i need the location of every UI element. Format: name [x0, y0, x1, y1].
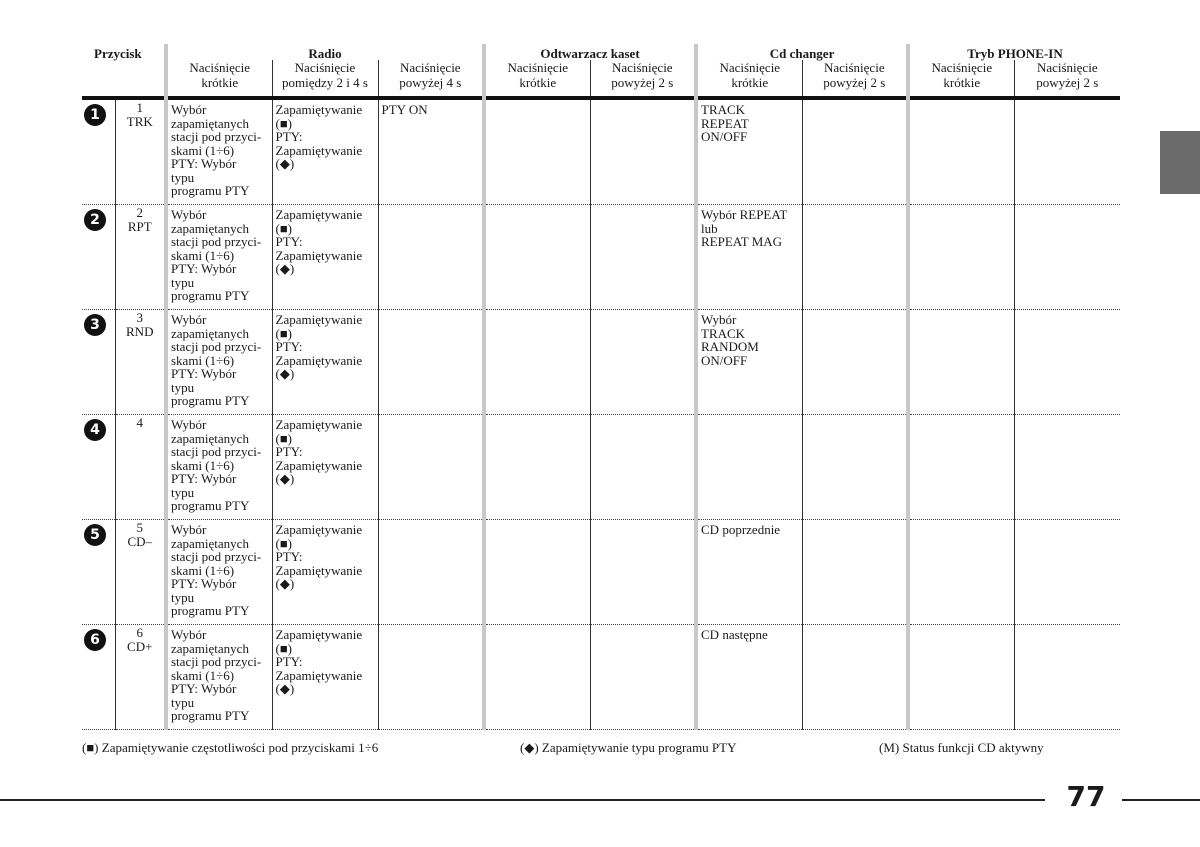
tape-short-cell	[484, 520, 590, 625]
tape-long-cell	[590, 415, 696, 520]
radio-short-cell: Wybór zapamiętanych stacji pod przyci- skami (1÷6) PTY: Wybór typu programu PTY	[166, 205, 272, 310]
section-tab-marker	[1160, 131, 1200, 194]
cd-short-cell: Wybór TRACK RANDOM ON/OFF	[696, 310, 802, 415]
phone-short-cell	[908, 98, 1014, 205]
radio-mid-cell: Zapamiętywanie (■) PTY: Zapamiętywanie (◆)	[272, 98, 378, 205]
number-badge-icon: 1	[84, 104, 106, 126]
table-row	[82, 310, 1120, 415]
badge-cell	[82, 98, 115, 205]
sub-header: Naciśnięcie krótkie	[484, 60, 590, 98]
radio-mid-cell: Zapamiętywanie (■) PTY: Zapamiętywanie (◆)	[272, 625, 378, 730]
phone-in-header: Tryb PHONE-IN	[908, 44, 1120, 60]
button-number: 6 CD+	[115, 625, 166, 730]
cd-long-cell	[802, 310, 908, 415]
tape-short-cell	[484, 310, 590, 415]
cd-long-cell	[802, 98, 908, 205]
tape-long-cell	[590, 625, 696, 730]
footnote-cd-status: (M) Status funkcji CD aktywny	[879, 740, 1044, 755]
phone-short-cell	[908, 205, 1014, 310]
number-badge-icon: 6	[84, 629, 106, 651]
button-number: 4	[115, 415, 166, 520]
button-number: 5 CD–	[115, 520, 166, 625]
table-row	[82, 520, 1120, 625]
radio-mid-cell: Zapamiętywanie (■) PTY: Zapamiętywanie (◆)	[272, 205, 378, 310]
bottom-rule-right	[1122, 799, 1200, 801]
number-badge-icon: 4	[84, 419, 106, 441]
page-number: 77	[1066, 780, 1106, 813]
phone-long-cell	[1014, 625, 1120, 730]
phone-long-cell	[1014, 520, 1120, 625]
phone-short-cell	[908, 415, 1014, 520]
phone-long-cell	[1014, 310, 1120, 415]
tape-long-cell	[590, 520, 696, 625]
badge-cell	[82, 625, 115, 730]
cd-long-cell	[802, 205, 908, 310]
sub-header-row	[82, 60, 1120, 98]
phone-short-cell	[908, 310, 1014, 415]
badge-cell	[82, 310, 115, 415]
sub-header: Naciśnięcie powyżej 2 s	[590, 60, 696, 98]
table-row	[82, 625, 1120, 730]
button-number: 2 RPT	[115, 205, 166, 310]
sub-header: Naciśnięcie pomiędzy 2 i 4 s	[272, 60, 378, 98]
tape-short-cell	[484, 205, 590, 310]
cd-short-cell: TRACK REPEAT ON/OFF	[696, 98, 802, 205]
radio-short-cell: Wybór zapamiętanych stacji pod przyci- skami (1÷6) PTY: Wybór typu programu PTY	[166, 625, 272, 730]
number-badge-icon: 2	[84, 209, 106, 231]
przycisk-header: Przycisk	[94, 45, 142, 61]
cd-long-cell	[802, 520, 908, 625]
radio-long-cell	[378, 310, 484, 415]
cd-long-cell	[802, 415, 908, 520]
sub-header: Naciśnięcie powyżej 4 s	[378, 60, 484, 98]
radio-mid-cell: Zapamiętywanie (■) PTY: Zapamiętywanie (◆)	[272, 310, 378, 415]
radio-short-cell: Wybór zapamiętanych stacji pod przyci- skami (1÷6) PTY: Wybór typu programu PTY	[166, 98, 272, 205]
tape-short-cell	[484, 98, 590, 205]
button-number: 3 RND	[115, 310, 166, 415]
group-header-row	[82, 44, 1120, 60]
footnote-square: (■) Zapamiętywanie częstotliwości pod przyciskami 1÷6	[82, 740, 379, 755]
cd-short-cell: Wybór REPEAT lub REPEAT MAG	[696, 205, 802, 310]
cd-changer-header: Cd changer	[696, 44, 908, 60]
phone-short-cell	[908, 625, 1014, 730]
cd-long-cell	[802, 625, 908, 730]
cd-short-cell	[696, 415, 802, 520]
sub-header-blank	[82, 60, 166, 98]
button-number: 1 TRK	[115, 98, 166, 205]
sub-header: Naciśnięcie krótkie	[696, 60, 802, 98]
tape-long-cell	[590, 98, 696, 205]
sub-header: Naciśnięcie powyżej 2 s	[1014, 60, 1120, 98]
radio-mid-cell: Zapamiętywanie (■) PTY: Zapamiętywanie (◆)	[272, 520, 378, 625]
cd-short-cell: CD następne	[696, 625, 802, 730]
radio-short-cell: Wybór zapamiętanych stacji pod przyci- skami (1÷6) PTY: Wybór typu programu PTY	[166, 415, 272, 520]
number-badge-icon: 3	[84, 314, 106, 336]
phone-short-cell	[908, 520, 1014, 625]
radio-short-cell: Wybór zapamiętanych stacji pod przyci- skami (1÷6) PTY: Wybór typu programu PTY	[166, 310, 272, 415]
tape-long-cell	[590, 205, 696, 310]
footnote-diamond: (◆) Zapamiętywanie typu programu PTY	[520, 740, 737, 755]
table-row	[82, 98, 1120, 205]
table-row	[82, 205, 1120, 310]
badge-cell	[82, 415, 115, 520]
radio-long-cell	[378, 520, 484, 625]
badge-cell	[82, 520, 115, 625]
table-row	[82, 415, 1120, 520]
phone-long-cell	[1014, 98, 1120, 205]
radio-long-cell	[378, 625, 484, 730]
radio-long-cell: PTY ON	[378, 98, 484, 205]
phone-long-cell	[1014, 205, 1120, 310]
button-functions-table	[82, 44, 1120, 730]
number-badge-icon: 5	[84, 524, 106, 546]
tape-long-cell	[590, 310, 696, 415]
cd-short-cell: CD poprzednie	[696, 520, 802, 625]
radio-mid-cell: Zapamiętywanie (■) PTY: Zapamiętywanie (◆)	[272, 415, 378, 520]
tape-header: Odtwarzacz kaset	[484, 44, 696, 60]
radio-long-cell	[378, 205, 484, 310]
sub-header: Naciśnięcie krótkie	[166, 60, 272, 98]
radio-header: Radio	[166, 44, 484, 60]
tape-short-cell	[484, 415, 590, 520]
phone-long-cell	[1014, 415, 1120, 520]
tape-short-cell	[484, 625, 590, 730]
bottom-rule-left	[0, 799, 1045, 801]
badge-cell	[82, 205, 115, 310]
radio-short-cell: Wybór zapamiętanych stacji pod przyci- skami (1÷6) PTY: Wybór typu programu PTY	[166, 520, 272, 625]
sub-header: Naciśnięcie krótkie	[908, 60, 1014, 98]
radio-long-cell	[378, 415, 484, 520]
sub-header: Naciśnięcie powyżej 2 s	[802, 60, 908, 98]
